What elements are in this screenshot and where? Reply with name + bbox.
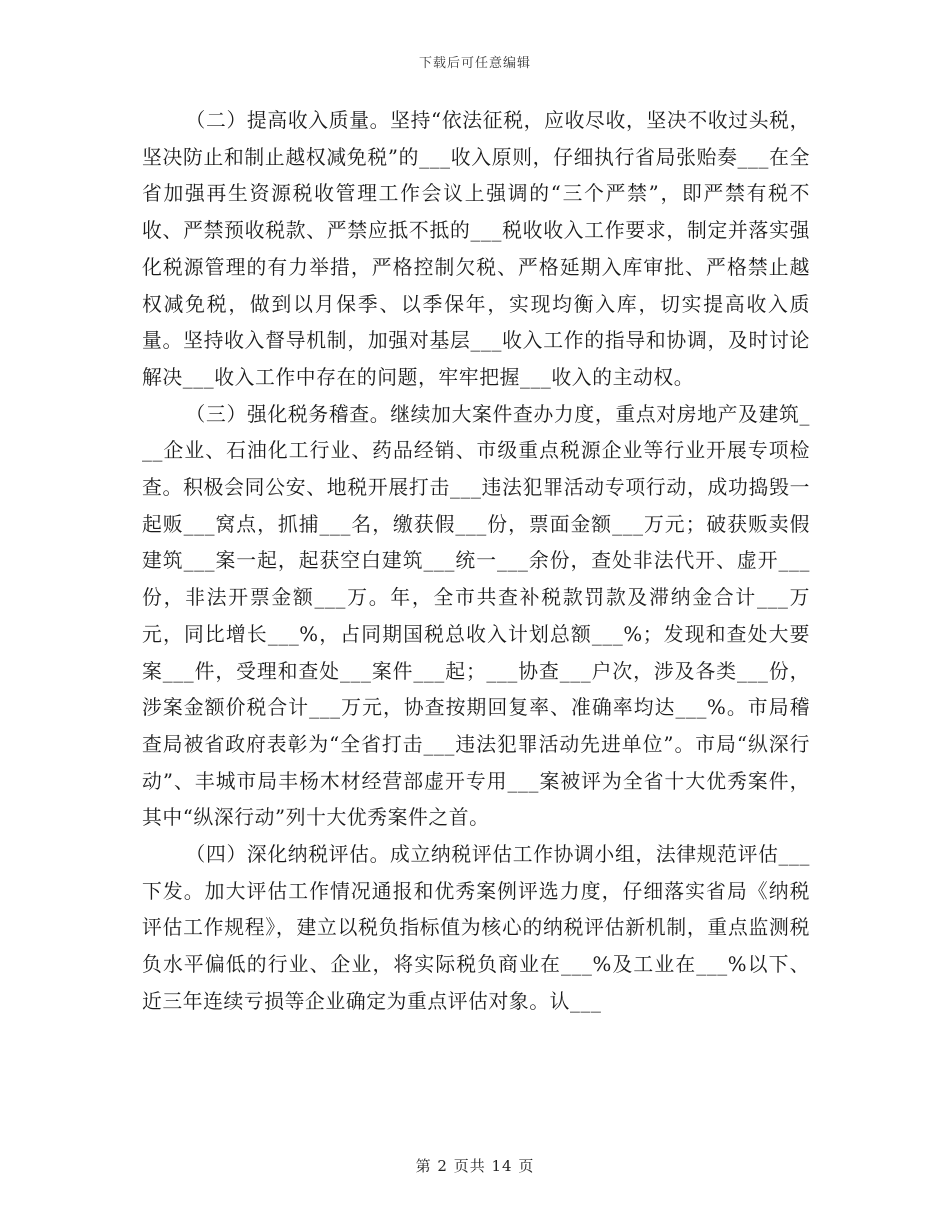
page-header: 下载后可任意编辑 (418, 56, 531, 71)
paragraph-tax-assessment: （四）深化纳税评估。成立纳税评估工作协调小组，法律规范评估___下发。加大评估工作情况通报和优秀案例评选力度，仔细落实省局《纳税评估工作规程》，建立以税负指标值为核心的纳税评估新机制，重点监测税负水平偏低的行业、企业，将实际税负商业在___%及工业在___%以下、近三年连续亏损等企业确定为重点评估对象。认___ (142, 843, 810, 1013)
paragraph-revenue-quality: （二）提高收入质量。坚持“依法征税，应收尽收，坚决不收过头税，坚决防止和制止越权减免税”的___收入原则，仔细执行省局张贻奏___在全省加强再生资源税收管理工作会议上强调的“三个严禁”，即严禁有税不收、严禁预收税款、严禁应抵不抵的___税收收入工作要求，制定并落实强化税源管理的有力举措，严格控制欠税、严格延期入库审批、严格禁止越权减免税，做到以月保季、以季保年，实现均衡入库，切实提高收入质量。坚持收入督导机制，加强对基层___收入工作的指导和协调，及时讨论解决___收入工作中存在的问题，牢牢把握___收入的主动权。 (142, 109, 810, 389)
page-footer: 第 2 页共 14 页 (415, 1157, 535, 1175)
document-body (142, 103, 810, 1021)
paragraph-tax-audit: （三）强化税务稽查。继续加大案件查办力度，重点对房地产及建筑___企业、石油化工行业、药品经销、市级重点税源企业等行业开展专项检查。积极会同公安、地税开展打击___违法犯罪活动专项行动，成功捣毁一起贩___窝点，抓捕___名，缴获假___份，票面金额___万元；破获贩卖假建筑___案一起，起获空白建筑___统一___余份，查处非法代开、虚开___份，非法开票金额___万。年，全市共查补税款罚款及滞纳金合计___万元，同比增长___%，占同期国税总收入计划总额___%；发现和查处大要案___件，受理和查处___案件___起；___协查___户次，涉及各类___份，涉案金额价税合计___万元，协查按期回复率、准确率均达___%。市局稽查局被省政府表彰为“全省打击___违法犯罪活动先进单位”。市局“纵深行动”、丰城市局丰杨木材经营部虚开专用___案被评为全省十大优秀案件，其中“纵深行动”列十大优秀案件之首。 (142, 402, 810, 830)
